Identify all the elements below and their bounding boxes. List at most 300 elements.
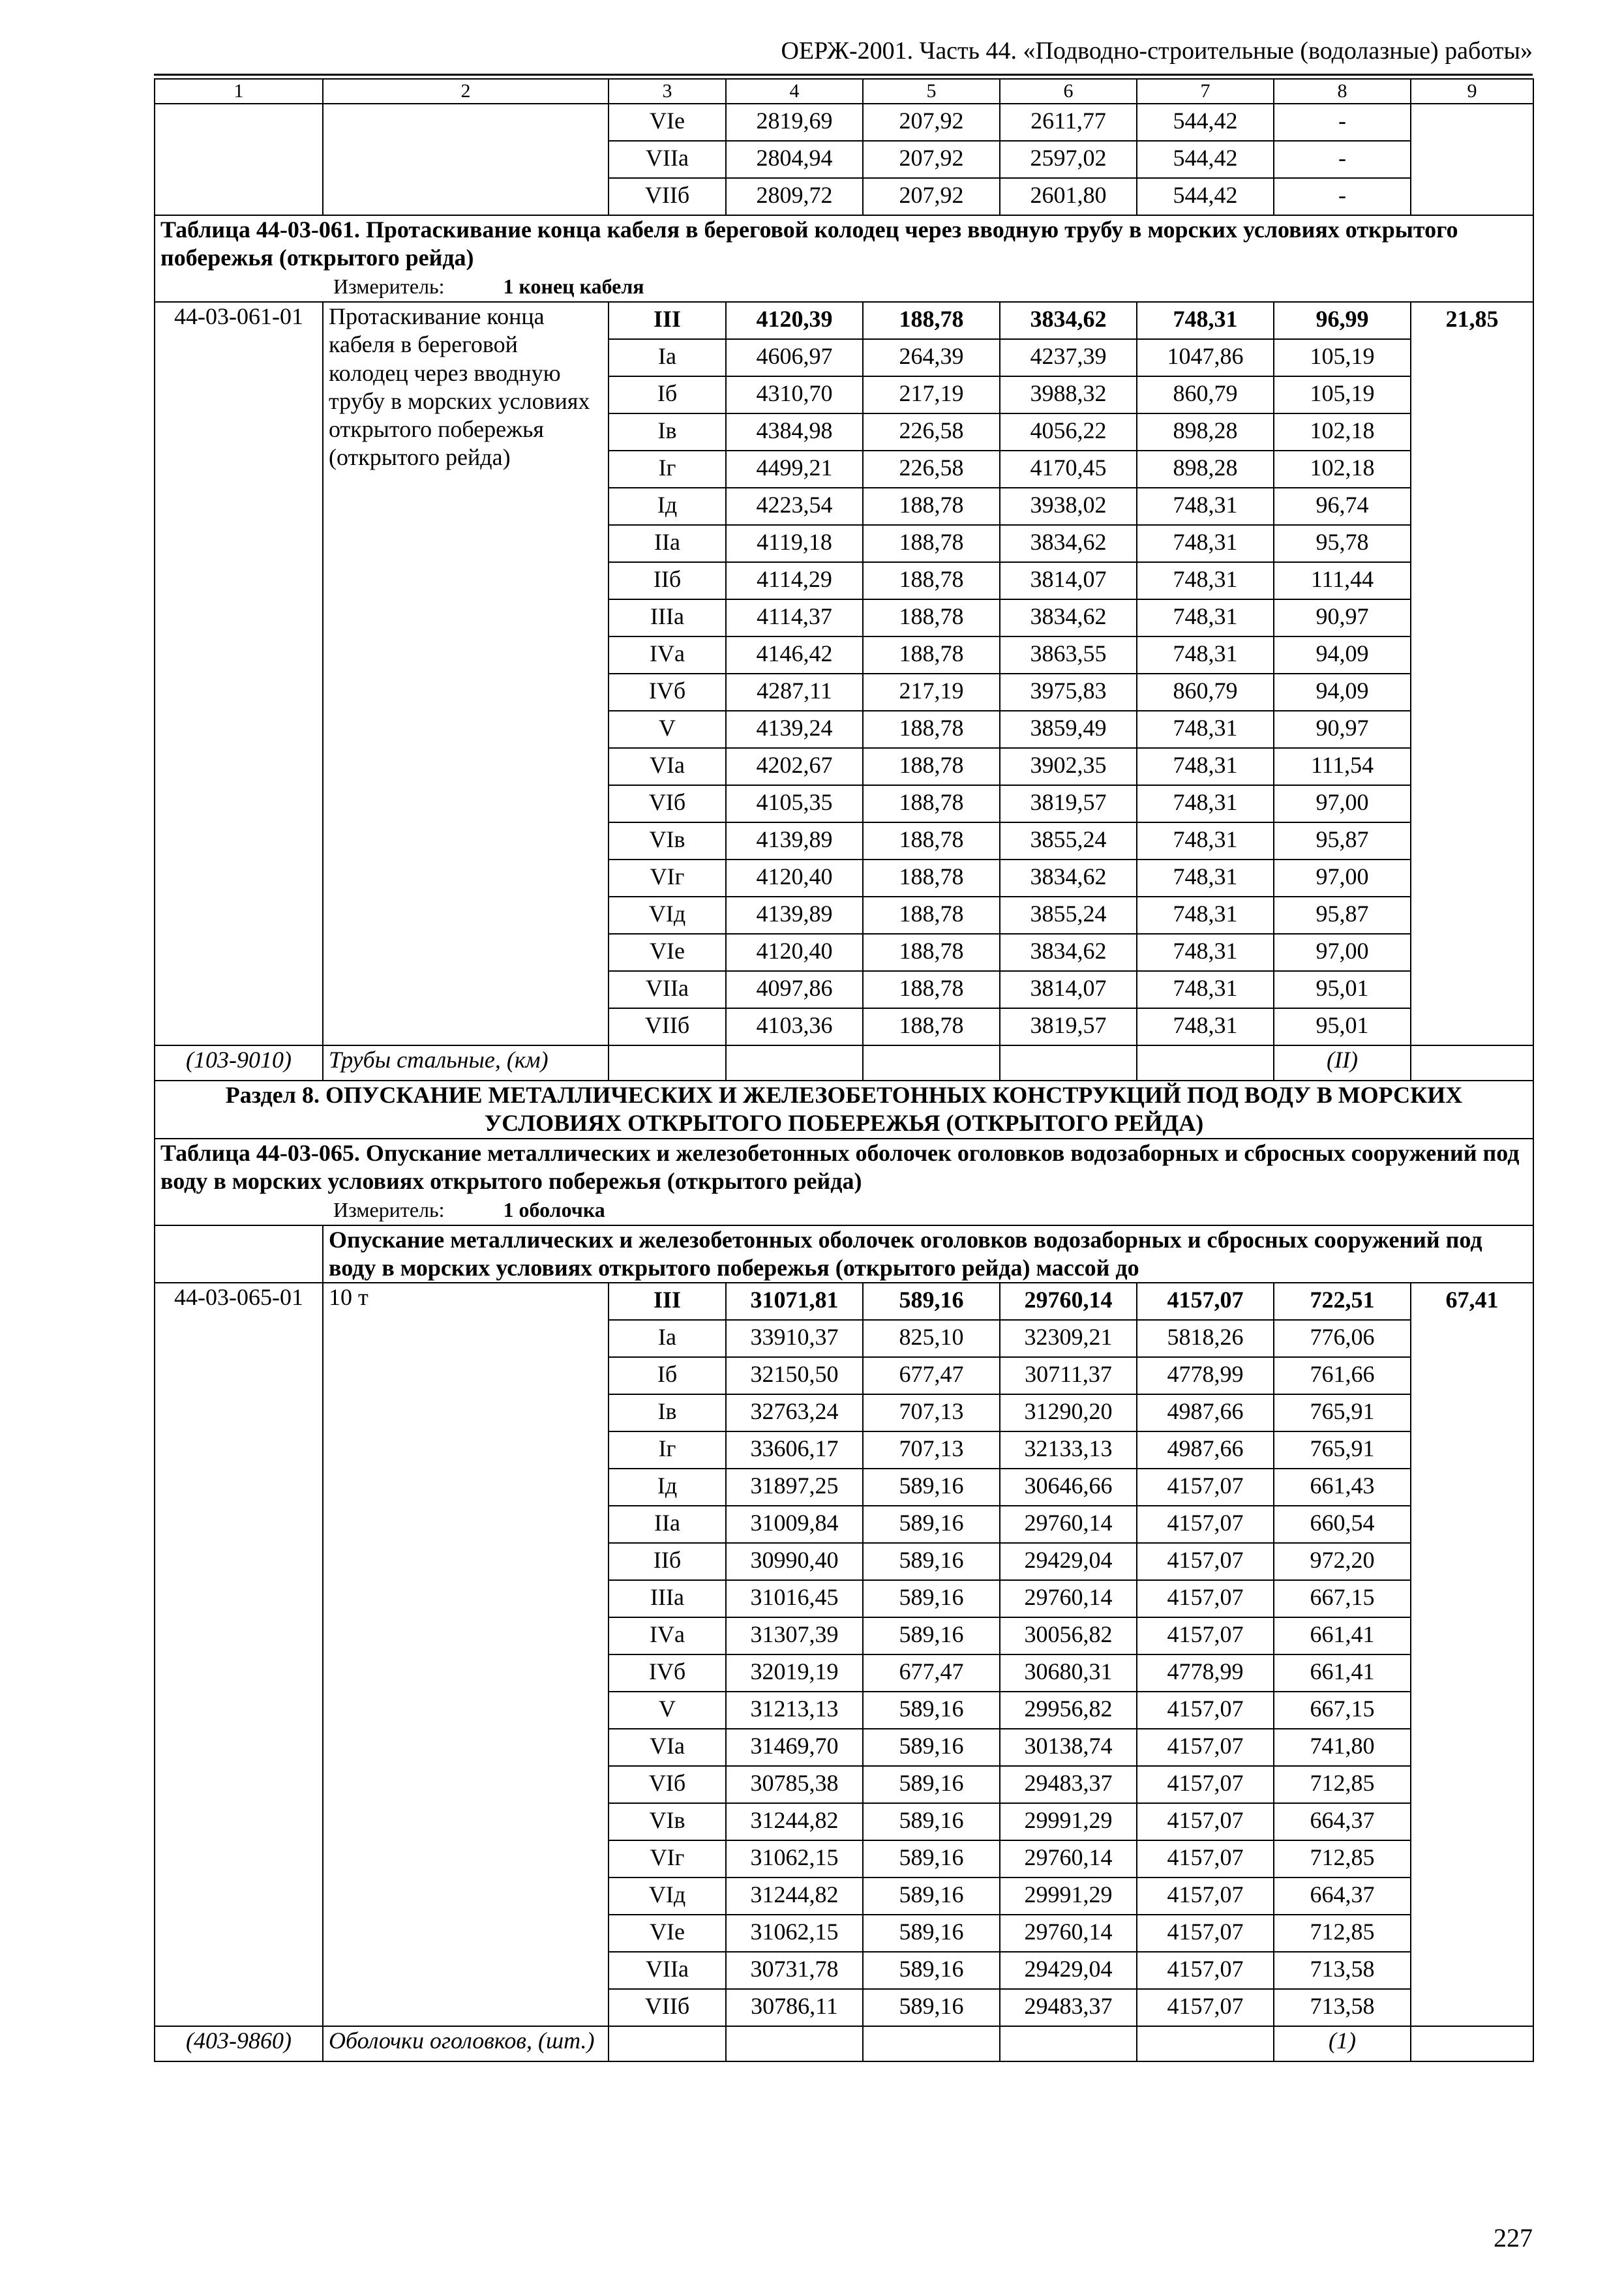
rate-cell: 4139,89 xyxy=(726,822,863,860)
rate-cell: 111,44 xyxy=(1274,562,1411,599)
rate-cell: 4056,22 xyxy=(1000,413,1137,451)
rate-cell: 102,18 xyxy=(1274,451,1411,488)
rate-cell: IIIа xyxy=(609,599,726,636)
rate-cell: Iд xyxy=(609,1469,726,1506)
rate-cell: 31016,45 xyxy=(726,1580,863,1617)
rate-cell: 31009,84 xyxy=(726,1506,863,1543)
rate-cell: 102,18 xyxy=(1274,413,1411,451)
rate-cell: 3859,49 xyxy=(1000,711,1137,748)
column-number: 5 xyxy=(863,79,1000,104)
column-number: 4 xyxy=(726,79,863,104)
rate-cell: 4119,18 xyxy=(726,525,863,562)
material-name: Трубы стальные, (км) xyxy=(323,1045,609,1081)
rate-cell: 32150,50 xyxy=(726,1357,863,1394)
rate-cell: VIв xyxy=(609,822,726,860)
rate-cell: 4157,07 xyxy=(1137,1692,1274,1729)
rate-cell: 29760,14 xyxy=(1000,1580,1137,1617)
rate-cell: 4157,07 xyxy=(1137,1580,1274,1617)
rate-cell: 4157,07 xyxy=(1137,1543,1274,1580)
rate-cell: 3975,83 xyxy=(1000,674,1137,711)
labor-cost: 21,85 xyxy=(1411,302,1533,1045)
rate-cell: 3855,24 xyxy=(1000,897,1137,934)
rate-cell: 3819,57 xyxy=(1000,785,1137,822)
rate-cell: 4987,66 xyxy=(1137,1431,1274,1469)
rate-cell: 29483,37 xyxy=(1000,1766,1137,1803)
rate-cell: 712,85 xyxy=(1274,1766,1411,1803)
rate-cell: VIд xyxy=(609,897,726,934)
rate-cell: 29429,04 xyxy=(1000,1543,1137,1580)
empty-cell xyxy=(1137,1045,1274,1081)
table-title-text: Таблица 44-03-065. Опускание металлических и железобетонных оболочек оголовков водозаборных и сбросных сооружений под воду в морских условиях открытого побережья (открытого рейда) xyxy=(160,1139,1520,1194)
rate-cell: 31469,70 xyxy=(726,1729,863,1766)
table-title-row xyxy=(155,1139,1533,1225)
rate-cell: Iб xyxy=(609,1357,726,1394)
page-header: ОЕРЖ-2001. Часть 44. «Подводно-строительные (водолазные) работы» xyxy=(781,37,1533,65)
material-quantity: (1) xyxy=(1274,2026,1411,2061)
rate-cell: 898,28 xyxy=(1137,413,1274,451)
measure-unit-value: 1 оболочка xyxy=(503,1197,605,1221)
rate-cell: 29760,14 xyxy=(1000,1840,1137,1878)
rate-cell: 111,54 xyxy=(1274,748,1411,785)
rate-cell: 188,78 xyxy=(863,302,1000,339)
rate-cell: IVб xyxy=(609,674,726,711)
rate-cell: Iв xyxy=(609,413,726,451)
rate-cell: 4223,54 xyxy=(726,488,863,525)
rate-cell: IIа xyxy=(609,525,726,562)
rates-table-body xyxy=(155,79,1533,2061)
rate-cell: 712,85 xyxy=(1274,1915,1411,1952)
rate-cell: 31213,13 xyxy=(726,1692,863,1729)
section-title: Раздел 8. ОПУСКАНИЕ МЕТАЛЛИЧЕСКИХ И ЖЕЛЕЗОБЕТОННЫХ КОНСТРУКЦИЙ ПОД ВОДУ В МОРСКИХ УСЛОВИЯХ ОТКРЫТОГО ПОБЕРЕЖЬЯ (ОТКРЫТОГО РЕЙДА) xyxy=(155,1081,1533,1138)
rate-cell: 748,31 xyxy=(1137,748,1274,785)
rate-cell: Iг xyxy=(609,1431,726,1469)
rate-cell: III xyxy=(609,1283,726,1320)
material-row xyxy=(155,1045,1533,1081)
rate-cell: 30680,31 xyxy=(1000,1654,1137,1692)
rate-cell: 748,31 xyxy=(1137,711,1274,748)
rate-cell: 589,16 xyxy=(863,1580,1000,1617)
rate-cell: 31244,82 xyxy=(726,1878,863,1915)
rate-cell: 3814,07 xyxy=(1000,971,1137,1008)
rate-cell: 3814,07 xyxy=(1000,562,1137,599)
rate-cell: 4157,07 xyxy=(1137,1840,1274,1878)
rate-cell: 748,31 xyxy=(1137,599,1274,636)
rate-cell: 29483,37 xyxy=(1000,1989,1137,2026)
rate-cell: 741,80 xyxy=(1274,1729,1411,1766)
rate-cell: 2809,72 xyxy=(726,178,863,215)
column-number: 9 xyxy=(1411,79,1533,104)
rate-cell: Iг xyxy=(609,451,726,488)
rate-cell: 96,99 xyxy=(1274,302,1411,339)
rate-cell: III xyxy=(609,302,726,339)
measure-unit-value: 1 конец кабеля xyxy=(503,275,644,299)
rate-cell: 29991,29 xyxy=(1000,1878,1137,1915)
rate-cell: VIе xyxy=(609,104,726,141)
rate-cell: 4987,66 xyxy=(1137,1394,1274,1431)
rate-code: 44-03-061-01 xyxy=(155,302,323,1045)
rate-cell: 4499,21 xyxy=(726,451,863,488)
material-row xyxy=(155,2026,1533,2061)
rate-cell: 664,37 xyxy=(1274,1878,1411,1915)
rate-cell: 4120,40 xyxy=(726,934,863,971)
rate-cell: 4157,07 xyxy=(1137,1469,1274,1506)
material-name: Оболочки оголовков, (шт.) xyxy=(323,2026,609,2061)
material-code: (403-9860) xyxy=(155,2026,323,2061)
rate-cell: 207,92 xyxy=(863,104,1000,141)
rate-cell: 589,16 xyxy=(863,1952,1000,1989)
material-code: (103-9010) xyxy=(155,1045,323,1081)
rate-cell: 95,01 xyxy=(1274,1008,1411,1045)
rate-cell: 1047,86 xyxy=(1137,339,1274,376)
rate-cell: 589,16 xyxy=(863,1766,1000,1803)
rate-cell: 30990,40 xyxy=(726,1543,863,1580)
rate-cell: 4139,89 xyxy=(726,897,863,934)
rate-cell: 105,19 xyxy=(1274,376,1411,413)
rate-cell: 3863,55 xyxy=(1000,636,1137,674)
rate-cell: 32309,21 xyxy=(1000,1320,1137,1357)
rate-cell: VIIб xyxy=(609,1008,726,1045)
rate-cell: IIа xyxy=(609,1506,726,1543)
column-number: 7 xyxy=(1137,79,1274,104)
rate-cell: 707,13 xyxy=(863,1431,1000,1469)
rate-cell: IIIа xyxy=(609,1580,726,1617)
rate-cell: Iв xyxy=(609,1394,726,1431)
rate-cell: 29760,14 xyxy=(1000,1283,1137,1320)
labor-cell xyxy=(1411,104,1533,215)
rate-cell: 31062,15 xyxy=(726,1915,863,1952)
code-cell xyxy=(155,104,323,215)
rate-cell: 30785,38 xyxy=(726,1766,863,1803)
rate-cell: 589,16 xyxy=(863,1506,1000,1543)
rate-cell: 544,42 xyxy=(1137,178,1274,215)
rate-cell: 825,10 xyxy=(863,1320,1000,1357)
rate-cell: 2611,77 xyxy=(1000,104,1137,141)
column-number-row xyxy=(155,79,1533,104)
rate-cell: VIIб xyxy=(609,178,726,215)
rate-cell: 2804,94 xyxy=(726,141,863,178)
rate-cell: 33606,17 xyxy=(726,1431,863,1469)
empty-cell xyxy=(726,1045,863,1081)
rate-cell: 4287,11 xyxy=(726,674,863,711)
rate-cell: 207,92 xyxy=(863,178,1000,215)
table-subtitle: Опускание металлических и железобетонных оболочек оголовков водозаборных и сбросных сооружений под воду в морских условиях открытого побережья (открытого рейда) массой до xyxy=(323,1225,1533,1283)
rate-cell: 29991,29 xyxy=(1000,1803,1137,1840)
rate-cell: VIIа xyxy=(609,971,726,1008)
rate-cell: 4157,07 xyxy=(1137,1952,1274,1989)
rate-cell: 589,16 xyxy=(863,1878,1000,1915)
rate-cell: 661,43 xyxy=(1274,1469,1411,1506)
rate-cell: 661,41 xyxy=(1274,1654,1411,1692)
measure-unit xyxy=(333,272,1527,301)
rate-cell: - xyxy=(1274,104,1411,141)
rate-cell: 207,92 xyxy=(863,141,1000,178)
rate-cell: 188,78 xyxy=(863,599,1000,636)
rate-cell: VIIа xyxy=(609,1952,726,1989)
table-title xyxy=(155,1139,1533,1225)
rate-cell: 589,16 xyxy=(863,1989,1000,2026)
rate-cell: 661,41 xyxy=(1274,1617,1411,1654)
table-title xyxy=(155,215,1533,302)
header-rule xyxy=(154,74,1533,76)
rate-cell: 4157,07 xyxy=(1137,1506,1274,1543)
rate-cell: 748,31 xyxy=(1137,562,1274,599)
labor-cost: 67,41 xyxy=(1411,1283,1533,2026)
empty-cell xyxy=(609,1045,726,1081)
rate-cell: 589,16 xyxy=(863,1543,1000,1580)
rate-cell: 664,37 xyxy=(1274,1803,1411,1840)
rate-cell: VIе xyxy=(609,1915,726,1952)
rate-cell: VIг xyxy=(609,1840,726,1878)
rate-cell: 30056,82 xyxy=(1000,1617,1137,1654)
rate-cell: 4120,39 xyxy=(726,302,863,339)
rate-cell: 748,31 xyxy=(1137,488,1274,525)
rate-cell: 748,31 xyxy=(1137,785,1274,822)
rate-cell: 90,97 xyxy=(1274,711,1411,748)
description-cell xyxy=(323,104,609,215)
rate-cell: 188,78 xyxy=(863,822,1000,860)
rates-table xyxy=(154,78,1534,2062)
rate-cell: 589,16 xyxy=(863,1915,1000,1952)
rate-cell: 96,74 xyxy=(1274,488,1411,525)
rate-cell: 3988,32 xyxy=(1000,376,1137,413)
rate-cell: 589,16 xyxy=(863,1729,1000,1766)
rate-cell: 29956,82 xyxy=(1000,1692,1137,1729)
rate-cell: 748,31 xyxy=(1137,525,1274,562)
rate-cell: 32019,19 xyxy=(726,1654,863,1692)
rate-cell: 4157,07 xyxy=(1137,1283,1274,1320)
rate-cell: 589,16 xyxy=(863,1803,1000,1840)
measure-unit xyxy=(333,1195,1527,1225)
column-number: 1 xyxy=(155,79,323,104)
rate-cell: IIб xyxy=(609,562,726,599)
rate-cell: 217,19 xyxy=(863,376,1000,413)
empty-cell xyxy=(1137,2026,1274,2061)
rate-cell: V xyxy=(609,711,726,748)
rate-cell: Iб xyxy=(609,376,726,413)
rate-cell: 4146,42 xyxy=(726,636,863,674)
rate-cell: 4120,40 xyxy=(726,860,863,897)
rate-cell: 4114,29 xyxy=(726,562,863,599)
empty-cell xyxy=(1411,2026,1533,2061)
rate-cell: 748,31 xyxy=(1137,897,1274,934)
rate-cell: 29760,14 xyxy=(1000,1506,1137,1543)
rate-cell: VIIа xyxy=(609,141,726,178)
rate-cell: - xyxy=(1274,141,1411,178)
rate-cell: 4384,98 xyxy=(726,413,863,451)
rate-cell: VIе xyxy=(609,934,726,971)
rate-cell: 712,85 xyxy=(1274,1840,1411,1878)
empty-cell xyxy=(863,1045,1000,1081)
rate-cell: 4105,35 xyxy=(726,785,863,822)
rate-cell: 90,97 xyxy=(1274,599,1411,636)
rate-cell: 95,01 xyxy=(1274,971,1411,1008)
rate-cell: 860,79 xyxy=(1137,376,1274,413)
rate-cell: 32763,24 xyxy=(726,1394,863,1431)
rate-cell: VIв xyxy=(609,1803,726,1840)
rate-cell: 31062,15 xyxy=(726,1840,863,1878)
rate-cell: 30646,66 xyxy=(1000,1469,1137,1506)
rate-cell: Iд xyxy=(609,488,726,525)
rate-cell: 4157,07 xyxy=(1137,1729,1274,1766)
rate-cell: 188,78 xyxy=(863,525,1000,562)
rate-cell: 226,58 xyxy=(863,451,1000,488)
rate-cell: 188,78 xyxy=(863,1008,1000,1045)
rate-cell: 748,31 xyxy=(1137,302,1274,339)
rate-cell: IVб xyxy=(609,1654,726,1692)
rate-cell: 589,16 xyxy=(863,1283,1000,1320)
rate-cell: 589,16 xyxy=(863,1840,1000,1878)
rate-cell: 188,78 xyxy=(863,488,1000,525)
rate-cell: 707,13 xyxy=(863,1394,1000,1431)
rate-cell: 105,19 xyxy=(1274,339,1411,376)
rate-cell: 748,31 xyxy=(1137,822,1274,860)
rate-cell: VIг xyxy=(609,860,726,897)
rate-cell: 2819,69 xyxy=(726,104,863,141)
rate-cell: 3834,62 xyxy=(1000,934,1137,971)
rate-cell: 4157,07 xyxy=(1137,1915,1274,1952)
rate-cell: 972,20 xyxy=(1274,1543,1411,1580)
rate-cell: 30711,37 xyxy=(1000,1357,1137,1394)
rate-cell: 713,58 xyxy=(1274,1952,1411,1989)
rate-cell: VIIб xyxy=(609,1989,726,2026)
table-row xyxy=(155,302,1533,339)
rate-cell: 4778,99 xyxy=(1137,1357,1274,1394)
rate-cell: 5818,26 xyxy=(1137,1320,1274,1357)
rate-cell: VIд xyxy=(609,1878,726,1915)
rate-cell: 188,78 xyxy=(863,785,1000,822)
subtitle-empty-1 xyxy=(155,1225,323,1283)
empty-cell xyxy=(726,2026,863,2061)
rate-cell: 748,31 xyxy=(1137,971,1274,1008)
rate-cell: IVа xyxy=(609,636,726,674)
rate-cell: 4097,86 xyxy=(726,971,863,1008)
rate-cell: 3902,35 xyxy=(1000,748,1137,785)
rate-cell: IVа xyxy=(609,1617,726,1654)
rate-cell: 30786,11 xyxy=(726,1989,863,2026)
rate-cell: 677,47 xyxy=(863,1654,1000,1692)
rate-cell: 4170,45 xyxy=(1000,451,1137,488)
rate-cell: 2601,80 xyxy=(1000,178,1137,215)
rate-cell: 3855,24 xyxy=(1000,822,1137,860)
rate-cell: 544,42 xyxy=(1137,104,1274,141)
rate-cell: 3819,57 xyxy=(1000,1008,1137,1045)
rate-cell: 722,51 xyxy=(1274,1283,1411,1320)
rate-cell: 3834,62 xyxy=(1000,860,1137,897)
rate-cell: 188,78 xyxy=(863,934,1000,971)
rate-cell: 4237,39 xyxy=(1000,339,1137,376)
rate-cell: 31244,82 xyxy=(726,1803,863,1840)
column-number: 6 xyxy=(1000,79,1137,104)
rate-cell: 860,79 xyxy=(1137,674,1274,711)
rate-cell: 97,00 xyxy=(1274,860,1411,897)
rate-description: 10 т xyxy=(323,1283,609,2026)
rate-cell: Iа xyxy=(609,339,726,376)
measure-unit-label: Измеритель: xyxy=(333,275,445,299)
rate-cell: 748,31 xyxy=(1137,636,1274,674)
rate-cell: - xyxy=(1274,178,1411,215)
rate-cell: 748,31 xyxy=(1137,934,1274,971)
section-row xyxy=(155,1081,1533,1138)
rate-code: 44-03-065-01 xyxy=(155,1283,323,2026)
rate-cell: IIб xyxy=(609,1543,726,1580)
rate-cell: 31071,81 xyxy=(726,1283,863,1320)
rate-cell: 97,00 xyxy=(1274,785,1411,822)
rate-cell: 33910,37 xyxy=(726,1320,863,1357)
rate-cell: VIа xyxy=(609,748,726,785)
rate-cell: 589,16 xyxy=(863,1692,1000,1729)
rate-cell: 31897,25 xyxy=(726,1469,863,1506)
empty-cell xyxy=(1000,1045,1137,1081)
rate-cell: 544,42 xyxy=(1137,141,1274,178)
rate-cell: 94,09 xyxy=(1274,636,1411,674)
empty-cell xyxy=(609,2026,726,2061)
rate-cell: 29760,14 xyxy=(1000,1915,1137,1952)
material-quantity: (II) xyxy=(1274,1045,1411,1081)
rate-cell: 188,78 xyxy=(863,562,1000,599)
rate-cell: 677,47 xyxy=(863,1357,1000,1394)
empty-cell xyxy=(863,2026,1000,2061)
rate-cell: 95,78 xyxy=(1274,525,1411,562)
rate-cell: 4157,07 xyxy=(1137,1989,1274,2026)
column-number: 3 xyxy=(609,79,726,104)
page-number: 227 xyxy=(1494,2223,1533,2252)
rate-cell: VIб xyxy=(609,1766,726,1803)
rate-cell: 3834,62 xyxy=(1000,525,1137,562)
rate-cell: 188,78 xyxy=(863,748,1000,785)
rate-cell: 898,28 xyxy=(1137,451,1274,488)
rate-cell: 4778,99 xyxy=(1137,1654,1274,1692)
rate-cell: 95,87 xyxy=(1274,822,1411,860)
rate-cell: 4157,07 xyxy=(1137,1803,1274,1840)
rate-cell: 188,78 xyxy=(863,636,1000,674)
rate-cell: 4606,97 xyxy=(726,339,863,376)
rate-cell: 748,31 xyxy=(1137,1008,1274,1045)
rate-cell: 589,16 xyxy=(863,1469,1000,1506)
rate-cell: Iа xyxy=(609,1320,726,1357)
rate-cell: 4114,37 xyxy=(726,599,863,636)
rate-cell: 31290,20 xyxy=(1000,1394,1137,1431)
rate-cell: 188,78 xyxy=(863,971,1000,1008)
table-row xyxy=(155,1283,1533,1320)
rate-cell: V xyxy=(609,1692,726,1729)
rate-cell: 4157,07 xyxy=(1137,1878,1274,1915)
rate-cell: 4202,67 xyxy=(726,748,863,785)
rate-cell: 188,78 xyxy=(863,860,1000,897)
rate-cell: 217,19 xyxy=(863,674,1000,711)
rate-cell: 188,78 xyxy=(863,897,1000,934)
rate-cell: 748,31 xyxy=(1137,860,1274,897)
rate-cell: 660,54 xyxy=(1274,1506,1411,1543)
rate-cell: 30138,74 xyxy=(1000,1729,1137,1766)
empty-cell xyxy=(1000,2026,1137,2061)
empty-cell xyxy=(1411,1045,1533,1081)
rate-cell: 264,39 xyxy=(863,339,1000,376)
rate-cell: 765,91 xyxy=(1274,1431,1411,1469)
rate-cell: 94,09 xyxy=(1274,674,1411,711)
rate-cell: 4103,36 xyxy=(726,1008,863,1045)
rate-cell: 667,15 xyxy=(1274,1580,1411,1617)
rate-cell: 4139,24 xyxy=(726,711,863,748)
rate-cell: 97,00 xyxy=(1274,934,1411,971)
rate-cell: 226,58 xyxy=(863,413,1000,451)
rate-cell: 667,15 xyxy=(1274,1692,1411,1729)
rate-cell: 3834,62 xyxy=(1000,302,1137,339)
rate-cell: 95,87 xyxy=(1274,897,1411,934)
rate-cell: 4310,70 xyxy=(726,376,863,413)
subtitle-row xyxy=(155,1225,1533,1283)
rate-cell: 4157,07 xyxy=(1137,1617,1274,1654)
rate-cell: 4157,07 xyxy=(1137,1766,1274,1803)
